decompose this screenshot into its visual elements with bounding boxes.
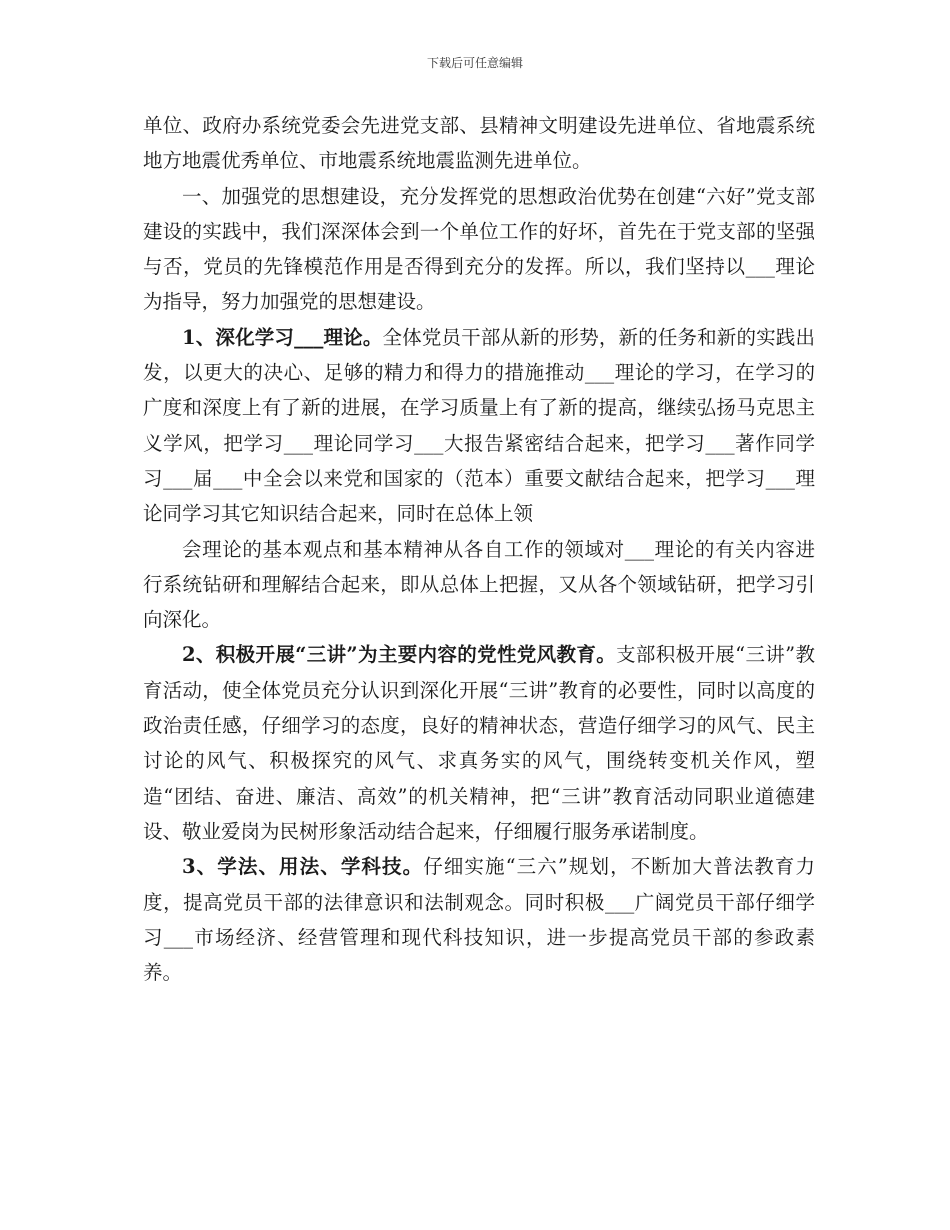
paragraph-1 bbox=[143, 108, 815, 179]
paragraph-5-heading: 2、积极开展“三讲”为主要内容的党性党风教育。 bbox=[182, 643, 617, 667]
paragraph-6-text: 仔细实施“三六”规划，不断加大普法教育力度，提高党员干部的法律意识和法制观念。同时积极___广阔党员干部仔细学习___市场经济、经营管理和现代科技知识，进一步提高党员干部的参政素养。 bbox=[143, 855, 815, 985]
paragraph-3-text: 全体党员干部从新的形势，新的任务和新的实践出发，以更大的决心、足够的精力和得力的措施推动___理论的学习，在学习的广度和深度上有了新的进展，在学习质量上有了新的提高，继续弘扬马克思主义学风，把学习___理论同学习___大报告紧密结合起来，把学习___著作同学习___届___中全会以来党和国家的（范本）重要文献结合起来，把学习___理论同学习其它知识结合起来，同时在总体上领 bbox=[143, 325, 815, 526]
document-body bbox=[143, 108, 815, 990]
paragraph-2 bbox=[143, 179, 815, 320]
paragraph-6-heading: 3、学法、用法、学科技。 bbox=[182, 855, 424, 879]
paragraph-6 bbox=[143, 849, 815, 990]
page-header: 下载后可任意编辑 bbox=[426, 56, 523, 70]
paragraph-3-heading: 1、深化学习___理论。 bbox=[182, 325, 383, 349]
paragraph-2-text: 一、加强党的思想建设，充分发挥党的思想政治优势在创建“六好”党支部建设的实践中，我们深深体会到一个单位工作的好坏，首先在于党支部的坚强与否，党员的先锋模范作用是否得到充分的发挥。所以，我们坚持以___理论为指导，努力加强党的思想建设。 bbox=[143, 184, 815, 314]
paragraph-3 bbox=[143, 320, 815, 532]
paragraph-4-text: 会理论的基本观点和基本精神从各自工作的领域对___理论的有关内容进行系统钻研和理解结合起来，即从总体上把握，又从各个领域钻研，把学习引向深化。 bbox=[143, 537, 815, 632]
paragraph-5-text: 支部积极开展“三讲”教育活动，使全体党员充分认识到深化开展“三讲”教育的必要性，同时以高度的政治责任感，仔细学习的态度，良好的精神状态，营造仔细学习的风气、民主讨论的风气、积极探究的风气、求真务实的风气，围绕转变机关作风，塑造“团结、奋进、廉洁、高效”的机关精神，把“三讲”教育活动同职业道德建设、敬业爱岗为民树形象活动结合起来，仔细履行服务承诺制度。 bbox=[143, 643, 815, 843]
paragraph-1-text: 单位、政府办系统党委会先进党支部、县精神文明建设先进单位、省地震系统地方地震优秀单位、市地震系统地震监测先进单位。 bbox=[143, 114, 815, 173]
paragraph-5 bbox=[143, 637, 815, 849]
paragraph-4 bbox=[143, 532, 815, 638]
